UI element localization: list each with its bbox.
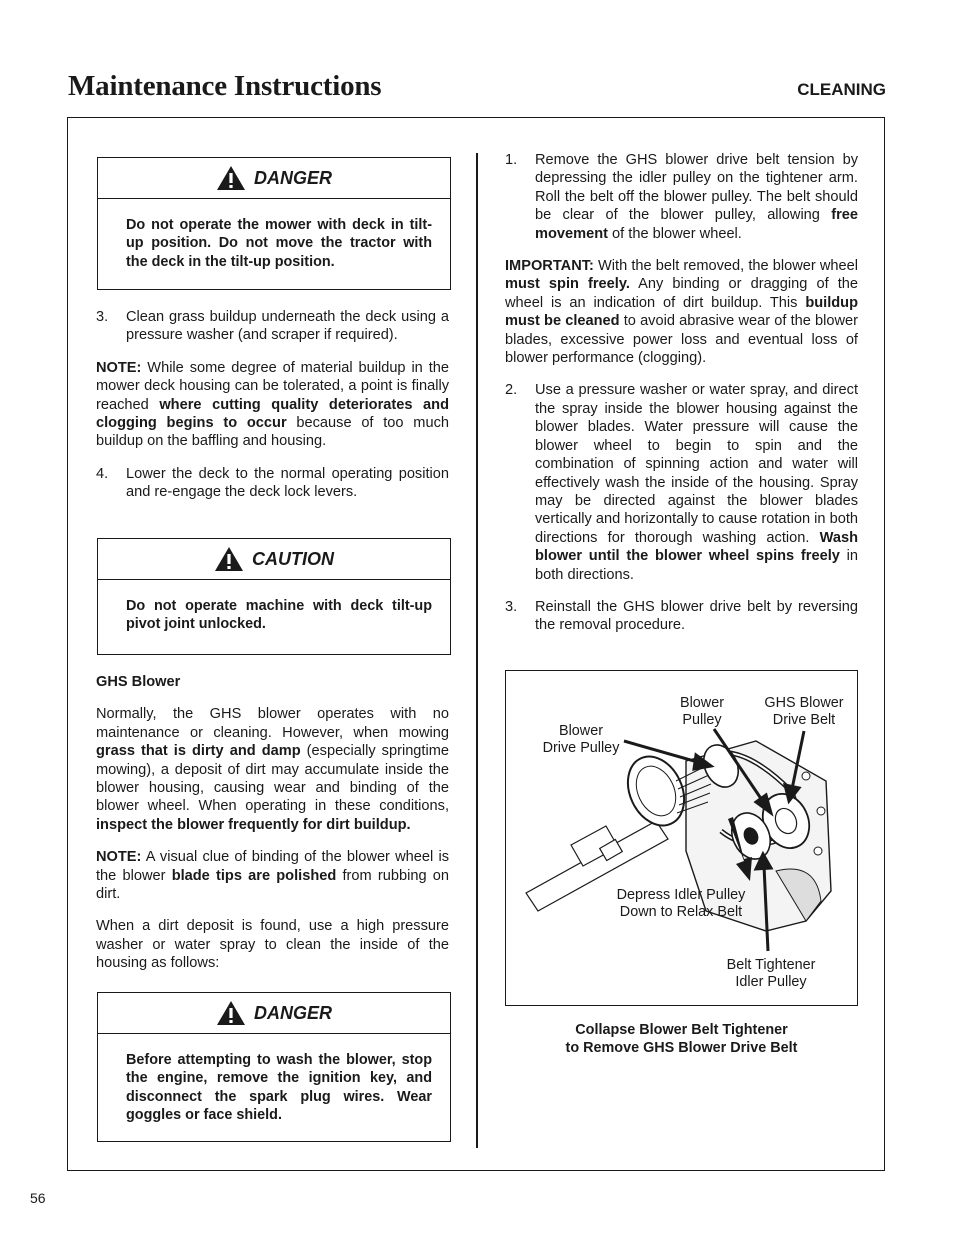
label-ghs-blower-drive-belt: GHS Blower Drive Belt bbox=[764, 695, 844, 728]
caution-label: CAUTION bbox=[252, 548, 334, 569]
left-column-upper bbox=[96, 308, 449, 502]
label-belt-tightener-idler: Belt Tightener Idler Pulley bbox=[726, 957, 816, 990]
label-blower-drive-pulley: Blower Drive Pulley bbox=[542, 723, 620, 756]
danger-box-washing bbox=[97, 992, 451, 1142]
left-column-lower bbox=[96, 673, 449, 973]
list-item-step-3: 3. Reinstall the GHS blower drive belt by reversing the removal procedure. bbox=[505, 598, 858, 634]
note-material-buildup: NOTE: While some degree of material buildup in the mower deck housing can be tolerated, a point is finally reached where cutting quality deteriorates and clogging begins to occur because of too much buildup on the baffling and housing. bbox=[96, 359, 449, 450]
danger-box-deck-tilt bbox=[97, 157, 451, 290]
warning-triangle-icon bbox=[214, 546, 244, 572]
blower-belt-figure bbox=[505, 670, 858, 1006]
dirt-deposit-paragraph: When a dirt deposit is found, use a high pressure washer or water spray to clean the inside of the housing as follows: bbox=[96, 918, 449, 972]
label-depress-idler-pulley: Depress Idler Pulley Down to Relax Belt bbox=[616, 887, 746, 920]
ghs-blower-heading: GHS Blower bbox=[96, 674, 181, 690]
page-title: Maintenance Instructions bbox=[68, 70, 382, 102]
list-item-step-3: 3. Clean grass buildup underneath the deck using a pressure washer (and scraper if required). bbox=[96, 309, 449, 344]
list-item-step-1: 1. Remove the GHS blower drive belt tension by depressing the idler pulley on the tightener arm. Roll the belt off the blower pulley. The belt should be clear of the blower pulley, allowing free movement of the blower wheel. bbox=[505, 152, 858, 242]
section-heading: CLEANING bbox=[797, 80, 886, 99]
label-blower-pulley: Blower Pulley bbox=[680, 695, 724, 728]
danger-text: Before attempting to wash the blower, stop the engine, remove the ignition key, and disconnect the spark plug wires. Wear goggles or face shield. bbox=[126, 1052, 432, 1124]
note-blade-tips: NOTE: A visual clue of binding of the blower wheel is the blower blade tips are polished from rubbing on dirt. bbox=[96, 849, 449, 903]
danger-text: Do not operate the mower with deck in tilt-up position. Do not move the tractor with the deck in the tilt-up position. bbox=[126, 217, 432, 270]
danger-header bbox=[98, 158, 450, 199]
list-item-step-2: 2. Use a pressure washer or water spray, and direct the spray inside the blower housing against the blower blades. Water pressure will cause the blower wheel to begin to spin and the combination of spinning action and water will effectively wash the inside of the housing. Spray may be directed against the blower blades vertically and horizontally to cause rotation in both directions for thorough washing action. Wash blower until the blower wheel spins freely in both directions. bbox=[505, 382, 858, 583]
danger-header bbox=[98, 993, 450, 1034]
right-column bbox=[505, 151, 858, 635]
figure-caption: Collapse Blower Belt Tightener to Remove GHS Blower Drive Belt bbox=[565, 1022, 798, 1056]
column-divider bbox=[476, 153, 478, 1148]
caution-text: Do not operate machine with deck tilt-up pivot joint unlocked. bbox=[126, 598, 432, 633]
important-note: IMPORTANT: With the belt removed, the blower wheel must spin freely. Any binding or dragging of the wheel is an indication of dirt buildup. This buildup must be cleaned to avoid abrasive wear of the blower blades, excessive power loss and eventual loss of blower performance (clogging). bbox=[505, 258, 859, 367]
page-number: 56 bbox=[30, 1190, 46, 1206]
warning-triangle-icon bbox=[216, 165, 246, 191]
danger-label: DANGER bbox=[253, 1002, 332, 1023]
list-item-step-4: 4. Lower the deck to the normal operating position and re-engage the deck lock levers. bbox=[96, 465, 449, 501]
warning-triangle-icon bbox=[216, 1000, 246, 1026]
danger-label: DANGER bbox=[253, 167, 332, 188]
ghs-blower-paragraph: Normally, the GHS blower operates with no maintenance or cleaning. However, when mowing grass that is dirty and damp (especially springtime mowing), a deposit of dirt may accumulate inside the blower housing, causing wear and binding of the blower wheel. When operating in these conditions, inspect the blower frequently for dirt buildup. bbox=[96, 706, 449, 833]
caution-box-pivot-joint bbox=[97, 538, 451, 655]
caution-header bbox=[98, 539, 450, 580]
